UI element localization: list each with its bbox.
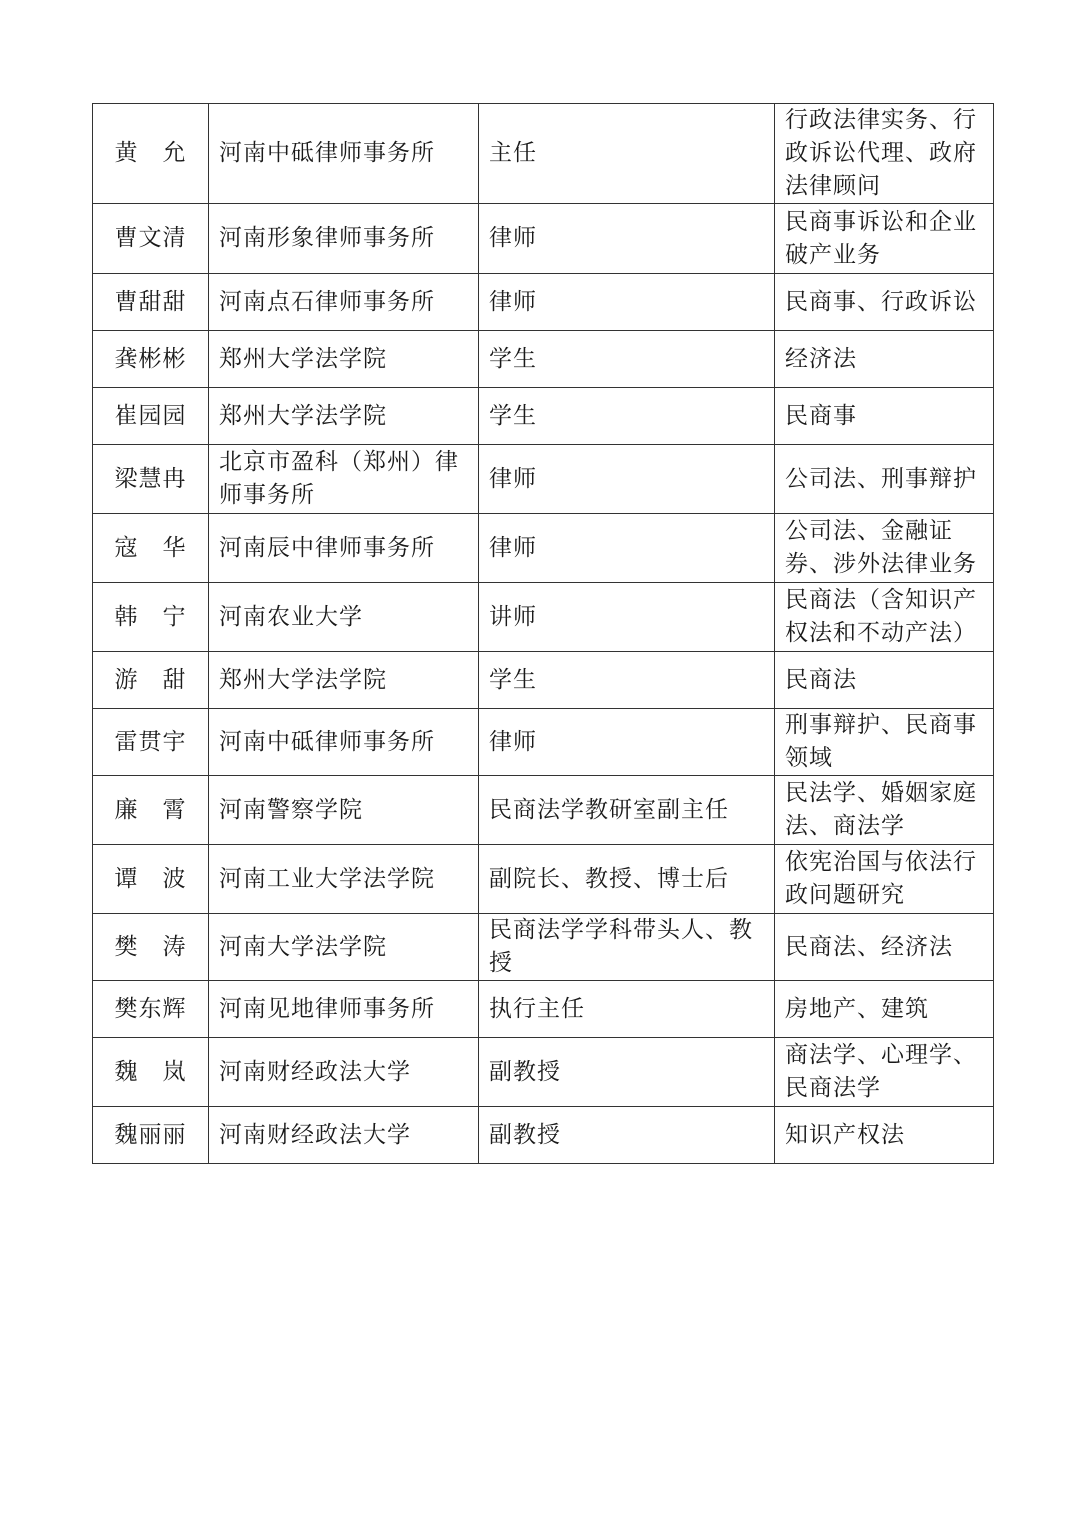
table-row (93, 709, 994, 776)
specialty-cell: 民商法 (775, 652, 994, 709)
organization-cell: 河南大学法学院 (209, 914, 479, 981)
organization-cell: 河南财经政法大学 (209, 1038, 479, 1107)
organization-cell: 河南财经政法大学 (209, 1107, 479, 1164)
table-row (93, 583, 994, 652)
table-row (93, 1107, 994, 1164)
name-cell: 崔园园 (93, 388, 209, 445)
organization-cell: 北京市盈科（郑州）律师事务所 (209, 445, 479, 514)
position-cell: 学生 (479, 652, 775, 709)
table-row (93, 388, 994, 445)
table-row (93, 514, 994, 583)
name-cell: 寇 华 (93, 514, 209, 583)
specialty-cell: 民法学、婚姻家庭法、商法学 (775, 776, 994, 845)
name-cell: 樊 涛 (93, 914, 209, 981)
position-cell: 民商法学学科带头人、教授 (479, 914, 775, 981)
specialty-cell: 民商法、经济法 (775, 914, 994, 981)
table-row (93, 274, 994, 331)
table-row (93, 1038, 994, 1107)
specialty-cell: 公司法、刑事辩护 (775, 445, 994, 514)
name-cell: 雷贯宇 (93, 709, 209, 776)
name-cell: 樊东辉 (93, 981, 209, 1038)
organization-cell: 河南中砥律师事务所 (209, 104, 479, 204)
specialty-cell: 经济法 (775, 331, 994, 388)
organization-cell: 郑州大学法学院 (209, 652, 479, 709)
position-cell: 副教授 (479, 1038, 775, 1107)
organization-cell: 河南见地律师事务所 (209, 981, 479, 1038)
specialty-cell: 知识产权法 (775, 1107, 994, 1164)
specialty-cell: 民商法（含知识产权法和不动产法） (775, 583, 994, 652)
position-cell: 执行主任 (479, 981, 775, 1038)
position-cell: 学生 (479, 331, 775, 388)
specialty-cell: 刑事辩护、民商事领域 (775, 709, 994, 776)
position-cell: 副院长、教授、博士后 (479, 845, 775, 914)
table-row (93, 331, 994, 388)
organization-cell: 河南形象律师事务所 (209, 204, 479, 274)
specialty-cell: 民商事 (775, 388, 994, 445)
name-cell: 游 甜 (93, 652, 209, 709)
name-cell: 曹文清 (93, 204, 209, 274)
specialty-cell: 民商事诉讼和企业破产业务 (775, 204, 994, 274)
name-cell: 曹甜甜 (93, 274, 209, 331)
expert-table (92, 103, 994, 1164)
specialty-cell: 房地产、建筑 (775, 981, 994, 1038)
table-row (93, 445, 994, 514)
table-row (93, 776, 994, 845)
name-cell: 廉 霄 (93, 776, 209, 845)
organization-cell: 河南警察学院 (209, 776, 479, 845)
position-cell: 学生 (479, 388, 775, 445)
position-cell: 讲师 (479, 583, 775, 652)
position-cell: 民商法学教研室副主任 (479, 776, 775, 845)
table-row (93, 652, 994, 709)
name-cell: 魏丽丽 (93, 1107, 209, 1164)
organization-cell: 河南工业大学法学院 (209, 845, 479, 914)
position-cell: 律师 (479, 445, 775, 514)
organization-cell: 河南辰中律师事务所 (209, 514, 479, 583)
position-cell: 律师 (479, 274, 775, 331)
position-cell: 律师 (479, 204, 775, 274)
table-body (93, 104, 994, 1164)
name-cell: 魏 岚 (93, 1038, 209, 1107)
position-cell: 主任 (479, 104, 775, 204)
organization-cell: 河南农业大学 (209, 583, 479, 652)
specialty-cell: 依宪治国与依法行政问题研究 (775, 845, 994, 914)
specialty-cell: 行政法律实务、行政诉讼代理、政府法律顾问 (775, 104, 994, 204)
name-cell: 韩 宁 (93, 583, 209, 652)
organization-cell: 郑州大学法学院 (209, 388, 479, 445)
name-cell: 谭 波 (93, 845, 209, 914)
table-row (93, 204, 994, 274)
specialty-cell: 公司法、金融证券、涉外法律业务 (775, 514, 994, 583)
position-cell: 律师 (479, 514, 775, 583)
table-row (93, 914, 994, 981)
position-cell: 律师 (479, 709, 775, 776)
name-cell: 黄 允 (93, 104, 209, 204)
organization-cell: 河南中砥律师事务所 (209, 709, 479, 776)
position-cell: 副教授 (479, 1107, 775, 1164)
table-row (93, 981, 994, 1038)
name-cell: 梁慧冉 (93, 445, 209, 514)
table-row (93, 104, 994, 204)
name-cell: 龚彬彬 (93, 331, 209, 388)
organization-cell: 河南点石律师事务所 (209, 274, 479, 331)
table-row (93, 845, 994, 914)
organization-cell: 郑州大学法学院 (209, 331, 479, 388)
specialty-cell: 商法学、心理学、民商法学 (775, 1038, 994, 1107)
specialty-cell: 民商事、行政诉讼 (775, 274, 994, 331)
